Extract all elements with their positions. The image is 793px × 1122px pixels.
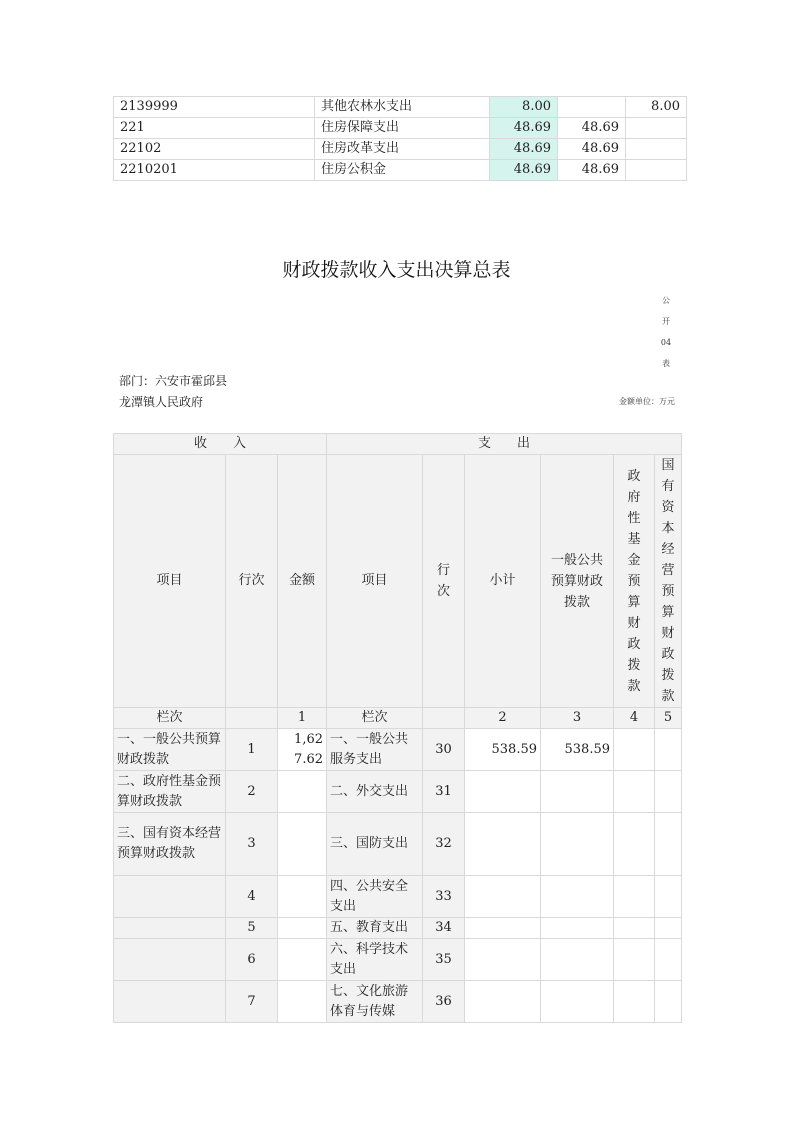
col-amount: 金额 <box>278 455 327 708</box>
table-row <box>114 918 682 939</box>
total-cell: 48.69 <box>490 160 558 181</box>
income-item <box>114 939 226 981</box>
expense-header: 支 出 <box>327 434 682 455</box>
income-item <box>114 876 226 918</box>
income-header: 收 入 <box>114 434 327 455</box>
total-cell: 48.69 <box>490 118 558 139</box>
table-row <box>114 981 682 1023</box>
expense-item: 二、外交支出 <box>327 771 423 813</box>
expense-state-capital <box>655 771 682 813</box>
income-item <box>114 981 226 1023</box>
expense-row-no: 33 <box>423 876 465 918</box>
expense-row-no: 35 <box>423 939 465 981</box>
col-general-text: 一般公共预算财政拨款 <box>550 552 603 610</box>
department-label: 部门：六安市霍邱县龙潭镇人民政府 <box>119 374 228 409</box>
expense-item: 一、一般公共服务支出 <box>327 729 423 771</box>
index-general: 3 <box>541 708 614 729</box>
expense-gov-fund <box>614 981 655 1023</box>
expense-subtotal <box>465 939 541 981</box>
col-state-capital <box>655 455 682 708</box>
col-gov-fund-text: 政府性基金预算财政拨款 <box>627 468 641 694</box>
expense-state-capital <box>655 918 682 939</box>
total-cell: 8.00 <box>490 97 558 118</box>
index-gov-fund: 4 <box>614 708 655 729</box>
expense-state-capital <box>655 813 682 876</box>
name-cell: 住房改革支出 <box>315 139 490 160</box>
col-gov-fund <box>614 455 655 708</box>
form-note-char: 表 <box>662 359 670 368</box>
table-row <box>114 771 682 813</box>
table-row <box>114 160 687 181</box>
expense-state-capital <box>655 939 682 981</box>
table-row <box>114 97 687 118</box>
income-row-no: 3 <box>226 813 278 876</box>
expense-item: 七、文化旅游体育与传媒 <box>327 981 423 1023</box>
basic-cell: 48.69 <box>558 139 626 160</box>
page-title: 财政拨款收入支出决算总表 <box>282 259 511 281</box>
expense-gov-fund <box>614 771 655 813</box>
expense-state-capital <box>655 981 682 1023</box>
expense-gov-fund <box>614 813 655 876</box>
continued-table <box>113 96 687 181</box>
col-exp-row-no-text: 行次 <box>436 563 450 599</box>
expense-subtotal <box>465 981 541 1023</box>
form-note-char: 开 <box>662 317 670 326</box>
col-exp-item: 项目 <box>327 455 423 708</box>
expense-row-no: 36 <box>423 981 465 1023</box>
income-row-no: 4 <box>226 876 278 918</box>
expense-gov-fund <box>614 939 655 981</box>
col-general <box>541 455 614 708</box>
income-amount <box>278 813 327 876</box>
expense-subtotal <box>465 771 541 813</box>
expense-item: 五、教育支出 <box>327 918 423 939</box>
expense-gov-fund <box>614 876 655 918</box>
income-row-no: 7 <box>226 981 278 1023</box>
index-state-capital: 5 <box>655 708 682 729</box>
section-header-row <box>114 434 682 455</box>
total-cell: 48.69 <box>490 139 558 160</box>
expense-item: 四、公共安全支出 <box>327 876 423 918</box>
income-row-no: 5 <box>226 918 278 939</box>
expense-subtotal <box>465 876 541 918</box>
table-row <box>114 118 687 139</box>
table-row <box>114 939 682 981</box>
project-cell <box>626 118 687 139</box>
index-label: 栏次 <box>114 708 226 729</box>
expense-general <box>541 771 614 813</box>
expense-general <box>541 813 614 876</box>
income-amount <box>278 981 327 1023</box>
name-cell: 住房公积金 <box>315 160 490 181</box>
table-row <box>114 139 687 160</box>
income-amount <box>278 771 327 813</box>
project-cell <box>626 160 687 181</box>
expense-state-capital <box>655 729 682 771</box>
col-subtotal: 小计 <box>465 455 541 708</box>
form-note-char: 04 <box>660 338 672 347</box>
unit-label: 金额单位：万元 <box>619 397 675 406</box>
income-amount <box>278 729 327 771</box>
income-amount-text: 1,627.62 <box>294 731 323 767</box>
table-row <box>114 876 682 918</box>
expense-general <box>541 981 614 1023</box>
expense-item: 六、科学技术支出 <box>327 939 423 981</box>
expense-gov-fund <box>614 918 655 939</box>
expense-general: 538.59 <box>541 729 614 771</box>
expense-row-no: 30 <box>423 729 465 771</box>
expense-row-no: 31 <box>423 771 465 813</box>
name-cell: 其他农林水支出 <box>315 97 490 118</box>
col-exp-row-no <box>423 455 465 708</box>
basic-cell <box>558 97 626 118</box>
expense-row-no: 34 <box>423 918 465 939</box>
expense-general <box>541 918 614 939</box>
code-cell: 2139999 <box>114 97 315 118</box>
table-row <box>114 729 682 771</box>
index-row-no <box>226 708 278 729</box>
expense-subtotal <box>465 813 541 876</box>
expense-general <box>541 939 614 981</box>
expense-gov-fund <box>614 729 655 771</box>
index-exp-label: 栏次 <box>327 708 423 729</box>
index-amount: 1 <box>278 708 327 729</box>
fiscal-summary-table <box>113 433 682 1023</box>
code-cell: 2210201 <box>114 160 315 181</box>
expense-subtotal <box>465 918 541 939</box>
income-item: 一、一般公共预算财政拨款 <box>114 729 226 771</box>
income-amount <box>278 939 327 981</box>
form-number-note <box>655 290 677 374</box>
index-exp-row-no <box>423 708 465 729</box>
code-cell: 221 <box>114 118 315 139</box>
name-cell: 住房保障支出 <box>315 118 490 139</box>
expense-state-capital <box>655 876 682 918</box>
index-subtotal: 2 <box>465 708 541 729</box>
income-item: 三、国有资本经营预算财政拨款 <box>114 813 226 876</box>
income-amount <box>278 876 327 918</box>
expense-row-no: 32 <box>423 813 465 876</box>
project-cell <box>626 139 687 160</box>
code-cell: 22102 <box>114 139 315 160</box>
income-row-no: 2 <box>226 771 278 813</box>
basic-cell: 48.69 <box>558 118 626 139</box>
col-state-capital-text: 国有资本经营预算财政拨款 <box>661 458 675 704</box>
income-row-no: 6 <box>226 939 278 981</box>
form-note-char: 公 <box>662 296 670 305</box>
column-index-row <box>114 708 682 729</box>
table-row <box>114 813 682 876</box>
column-header-row <box>114 455 682 708</box>
expense-item: 三、国防支出 <box>327 813 423 876</box>
col-item: 项目 <box>114 455 226 708</box>
basic-cell: 48.69 <box>558 160 626 181</box>
income-amount <box>278 918 327 939</box>
col-row-no: 行次 <box>226 455 278 708</box>
income-item: 二、政府性基金预算财政拨款 <box>114 771 226 813</box>
income-item <box>114 918 226 939</box>
income-row-no: 1 <box>226 729 278 771</box>
expense-general <box>541 876 614 918</box>
project-cell: 8.00 <box>626 97 687 118</box>
expense-subtotal: 538.59 <box>465 729 541 771</box>
